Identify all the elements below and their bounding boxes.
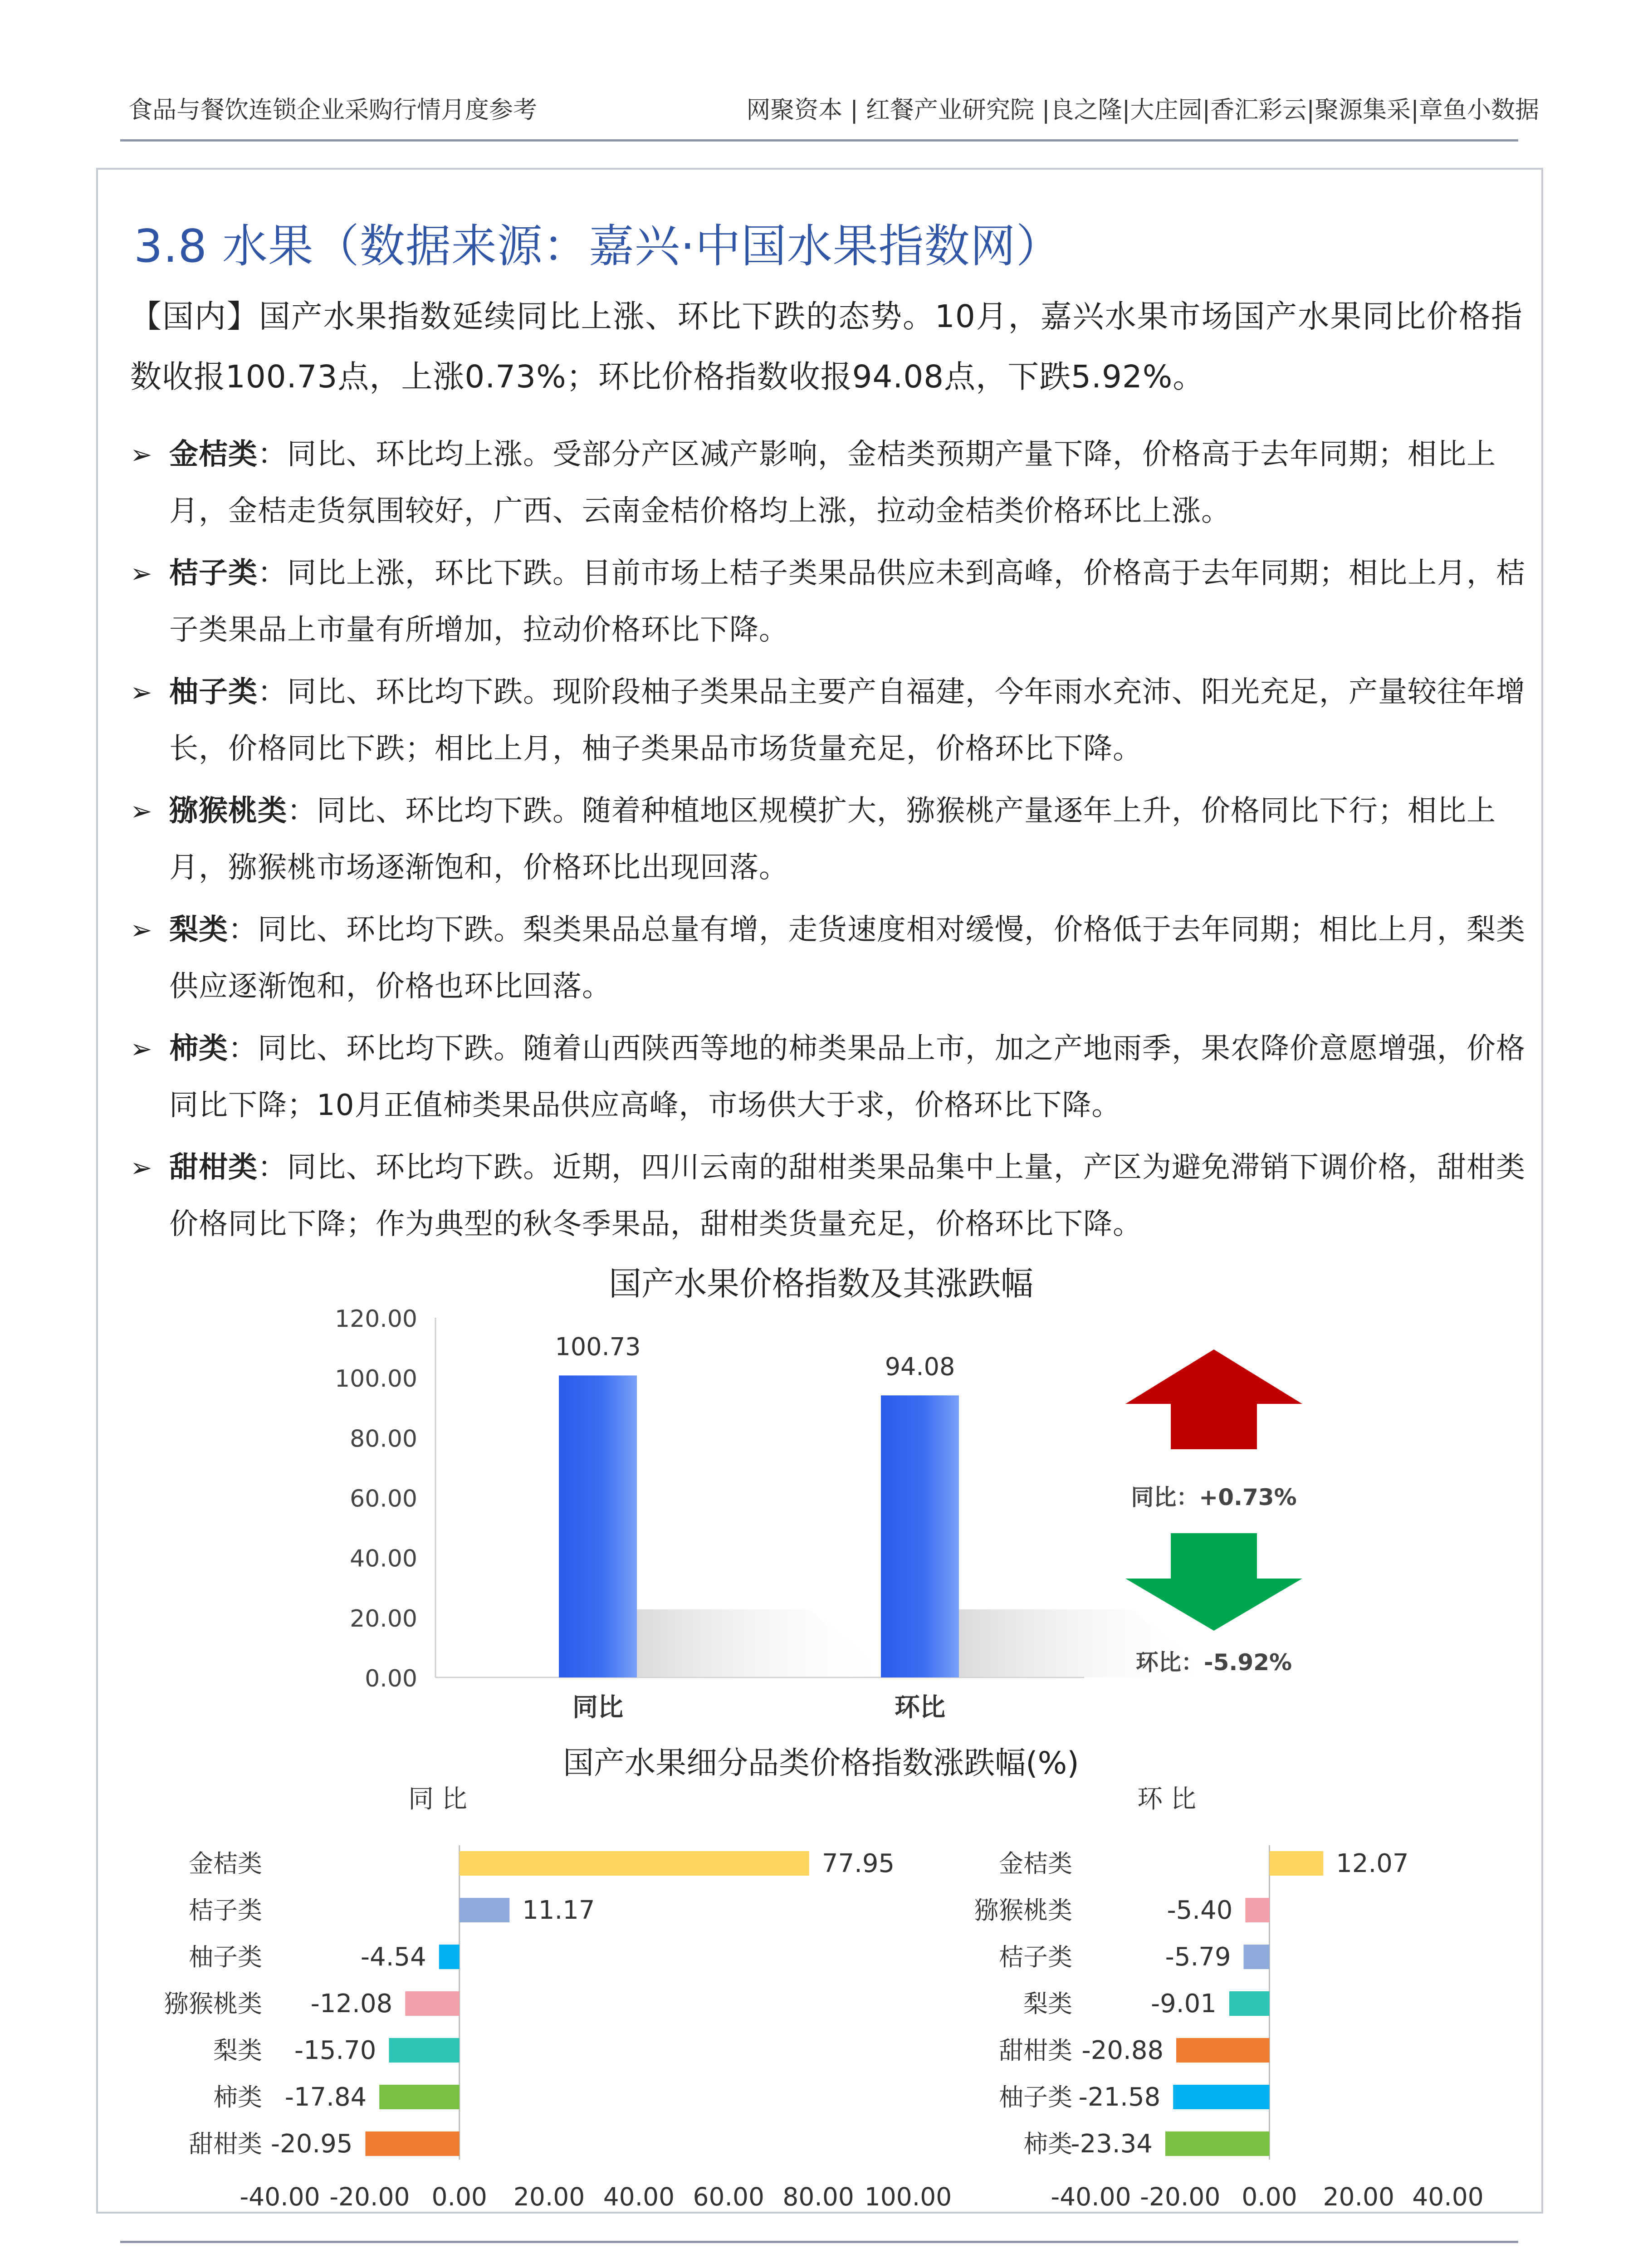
y-tick-label: 80.00 xyxy=(350,1425,417,1453)
bar xyxy=(1270,1851,1324,1876)
y-tick-label: 0.00 xyxy=(365,1665,417,1692)
data-label: -12.08 xyxy=(310,1989,393,2019)
data-label: -5.79 xyxy=(1165,1942,1231,1972)
chart-subtitle: 同 比 xyxy=(408,1784,467,1814)
x-tick-label: 20.00 xyxy=(513,2182,585,2211)
x-tick-label: 0.00 xyxy=(1242,2182,1297,2211)
bar xyxy=(405,1991,460,2016)
category-label: 桔子类 xyxy=(189,1896,262,1925)
arrow-bullet-icon: ➢ xyxy=(130,1033,153,1064)
x-tick-label: 20.00 xyxy=(1323,2182,1394,2211)
bar xyxy=(460,1851,809,1876)
x-tick-label: 40.00 xyxy=(603,2182,675,2211)
bullet-name: 甜柑类 xyxy=(169,1151,258,1184)
y-tick-label: 100.00 xyxy=(335,1365,417,1393)
x-tick-label: 0.00 xyxy=(431,2182,487,2211)
bar xyxy=(460,1898,510,1922)
arrow-bullet-icon: ➢ xyxy=(130,558,153,589)
x-tick-label: 40.00 xyxy=(1412,2182,1484,2211)
up-arrow-icon xyxy=(1125,1349,1302,1449)
bullet-name: 柿类 xyxy=(169,1032,228,1066)
bar xyxy=(1173,2085,1269,2109)
data-label: -5.40 xyxy=(1167,1896,1233,1925)
y-tick-label: 20.00 xyxy=(350,1605,417,1633)
data-label: 94.08 xyxy=(885,1352,955,1381)
bullet-name: 金桔类 xyxy=(169,438,258,471)
bullet-name: 桔子类 xyxy=(169,557,258,590)
bullet-text: ：同比、环比均下跌。随着种植地区规模扩大，猕猴桃产量逐年上升，价格同比下行；相比上月，猕猴桃市场逐渐饱和，价格环比出现回落。 xyxy=(169,794,1496,885)
category-label: 梨类 xyxy=(213,2036,262,2065)
data-label: -23.34 xyxy=(1071,2129,1153,2159)
category-label: 金桔类 xyxy=(999,1849,1072,1878)
footer-divider xyxy=(120,2241,1518,2243)
x-tick-label: 60.00 xyxy=(693,2182,765,2211)
data-label: -21.58 xyxy=(1078,2082,1161,2112)
category-label: 桔子类 xyxy=(999,1943,1072,1971)
x-tick-label: -40.00 xyxy=(1051,2182,1131,2211)
bullet-text: ：同比、环比均下跌。现阶段柚子类果品主要产自福建，今年雨水充沛、阳光充足，产量较往年增长，价格同比下跌；相比上月，柚子类果品市场货量充足，价格环比下降。 xyxy=(169,675,1525,766)
bullet-name: 猕猴桃类 xyxy=(169,794,287,828)
arrow-bullet-icon: ➢ xyxy=(130,677,153,708)
bar-shadow xyxy=(637,1609,891,1677)
y-tick-label: 60.00 xyxy=(350,1485,417,1513)
category-label: 柿类 xyxy=(1023,2130,1072,2158)
arrow-bullet-icon: ➢ xyxy=(130,914,153,945)
data-label: 12.07 xyxy=(1336,1849,1409,1878)
y-tick-label: 120.00 xyxy=(335,1305,417,1333)
category-label: 猕猴桃类 xyxy=(974,1896,1072,1925)
x-tick-label: 80.00 xyxy=(782,2182,854,2211)
x-tick-label: 100.00 xyxy=(864,2182,952,2211)
bullet-name: 梨类 xyxy=(169,913,228,947)
category-label: 柿类 xyxy=(213,2083,262,2112)
x-tick-label: -40.00 xyxy=(240,2182,320,2211)
bullet-text: ：同比、环比均下跌。随着山西陕西等地的柿类果品上市，加之产地雨季，果农降价意愿增强，价格同比下降；10月正值柿类果品供应高峰，市场供大于求，价格环比下降。 xyxy=(169,1032,1525,1122)
data-label: -20.95 xyxy=(270,2129,353,2159)
bar xyxy=(379,2085,459,2109)
x-tick-label: 环比 xyxy=(895,1693,945,1722)
annotation-up: 同比：+0.73% xyxy=(1131,1484,1297,1510)
bar xyxy=(389,2038,459,2063)
bar xyxy=(1245,1898,1269,1922)
bullet-name: 柚子类 xyxy=(169,675,258,709)
bar xyxy=(559,1375,637,1677)
annotation-down: 环比：-5.92% xyxy=(1135,1649,1292,1676)
bullet-text: ：同比、环比均下跌。近期，四川云南的甜柑类果品集中上量，产区为避免滞销下调价格，甜柑类价格同比下降；作为典型的秋冬季果品，甜柑类货量充足，价格环比下降。 xyxy=(169,1151,1525,1241)
category-label: 甜柑类 xyxy=(189,2130,262,2158)
category-label: 柚子类 xyxy=(999,2083,1072,2112)
arrow-bullet-icon: ➢ xyxy=(130,1152,153,1183)
bullet-text: ：同比上涨，环比下跌。目前市场上桔子类果品供应未到高峰，价格高于去年同期；相比上月，桔子类果品上市量有所增加，拉动价格环比下降。 xyxy=(169,557,1525,647)
section-title: 3.8 水果（数据来源：嘉兴·中国水果指数网） xyxy=(134,220,1062,273)
data-label: -9.01 xyxy=(1150,1989,1217,2019)
bar xyxy=(1244,1945,1270,1969)
bullet-text: ：同比、环比均下跌。梨类果品总量有增，走货速度相对缓慢，价格低于去年同期；相比上月，梨类供应逐渐饱和，价格也环比回落。 xyxy=(169,913,1525,1003)
header-left: 食品与餐饮连锁企业采购行情月度参考 xyxy=(128,96,537,124)
bar xyxy=(1229,1991,1270,2016)
intro-paragraph: 【国内】国产水果指数延续同比上涨、环比下跌的态势。10月，嘉兴水果市场国产水果同比价格指数收报100.73点，上涨0.73%；环比价格指数收报94.08点，下跌5.92%。 xyxy=(130,298,1523,395)
data-label: -20.88 xyxy=(1081,2036,1164,2065)
category-label: 金桔类 xyxy=(189,1849,262,1878)
x-tick-label: -20.00 xyxy=(1140,2182,1221,2211)
y-tick-label: 40.00 xyxy=(350,1545,417,1573)
chart-subtitle: 环 比 xyxy=(1137,1784,1196,1814)
data-label: 11.17 xyxy=(522,1896,595,1925)
data-label: -4.54 xyxy=(360,1942,426,1972)
down-arrow-icon xyxy=(1125,1533,1302,1631)
x-tick-label: 同比 xyxy=(572,1693,623,1722)
chart-title: 国产水果细分品类价格指数涨跌幅(%) xyxy=(563,1745,1079,1781)
header-right: 网聚资本 | 红餐产业研究院 |良之隆|大庄园|香汇彩云|聚源集采|章鱼小数据 xyxy=(746,96,1539,124)
x-tick-label: -20.00 xyxy=(329,2182,410,2211)
data-label: 100.73 xyxy=(555,1332,641,1361)
bar xyxy=(1165,2131,1270,2156)
data-label: -15.70 xyxy=(294,2036,376,2065)
bar xyxy=(1176,2038,1269,2063)
data-label: -17.84 xyxy=(284,2082,367,2112)
arrow-bullet-icon: ➢ xyxy=(130,796,153,826)
bullet-text: ：同比、环比均上涨。受部分产区减产影响，金桔类预期产量下降，价格高于去年同期；相比上月，金桔走货氛围较好，广西、云南金桔价格均上涨，拉动金桔类价格环比上涨。 xyxy=(169,438,1496,528)
bar xyxy=(439,1945,460,1969)
category-label: 柚子类 xyxy=(189,1943,262,1971)
bar xyxy=(365,2131,459,2156)
data-label: 77.95 xyxy=(821,1849,895,1878)
category-label: 甜柑类 xyxy=(999,2036,1072,2065)
arrow-bullet-icon: ➢ xyxy=(130,439,153,470)
category-label: 梨类 xyxy=(1023,1989,1072,2018)
chart-title: 国产水果价格指数及其涨跌幅 xyxy=(608,1265,1034,1303)
category-label: 猕猴桃类 xyxy=(164,1989,262,2018)
bar xyxy=(881,1395,959,1677)
